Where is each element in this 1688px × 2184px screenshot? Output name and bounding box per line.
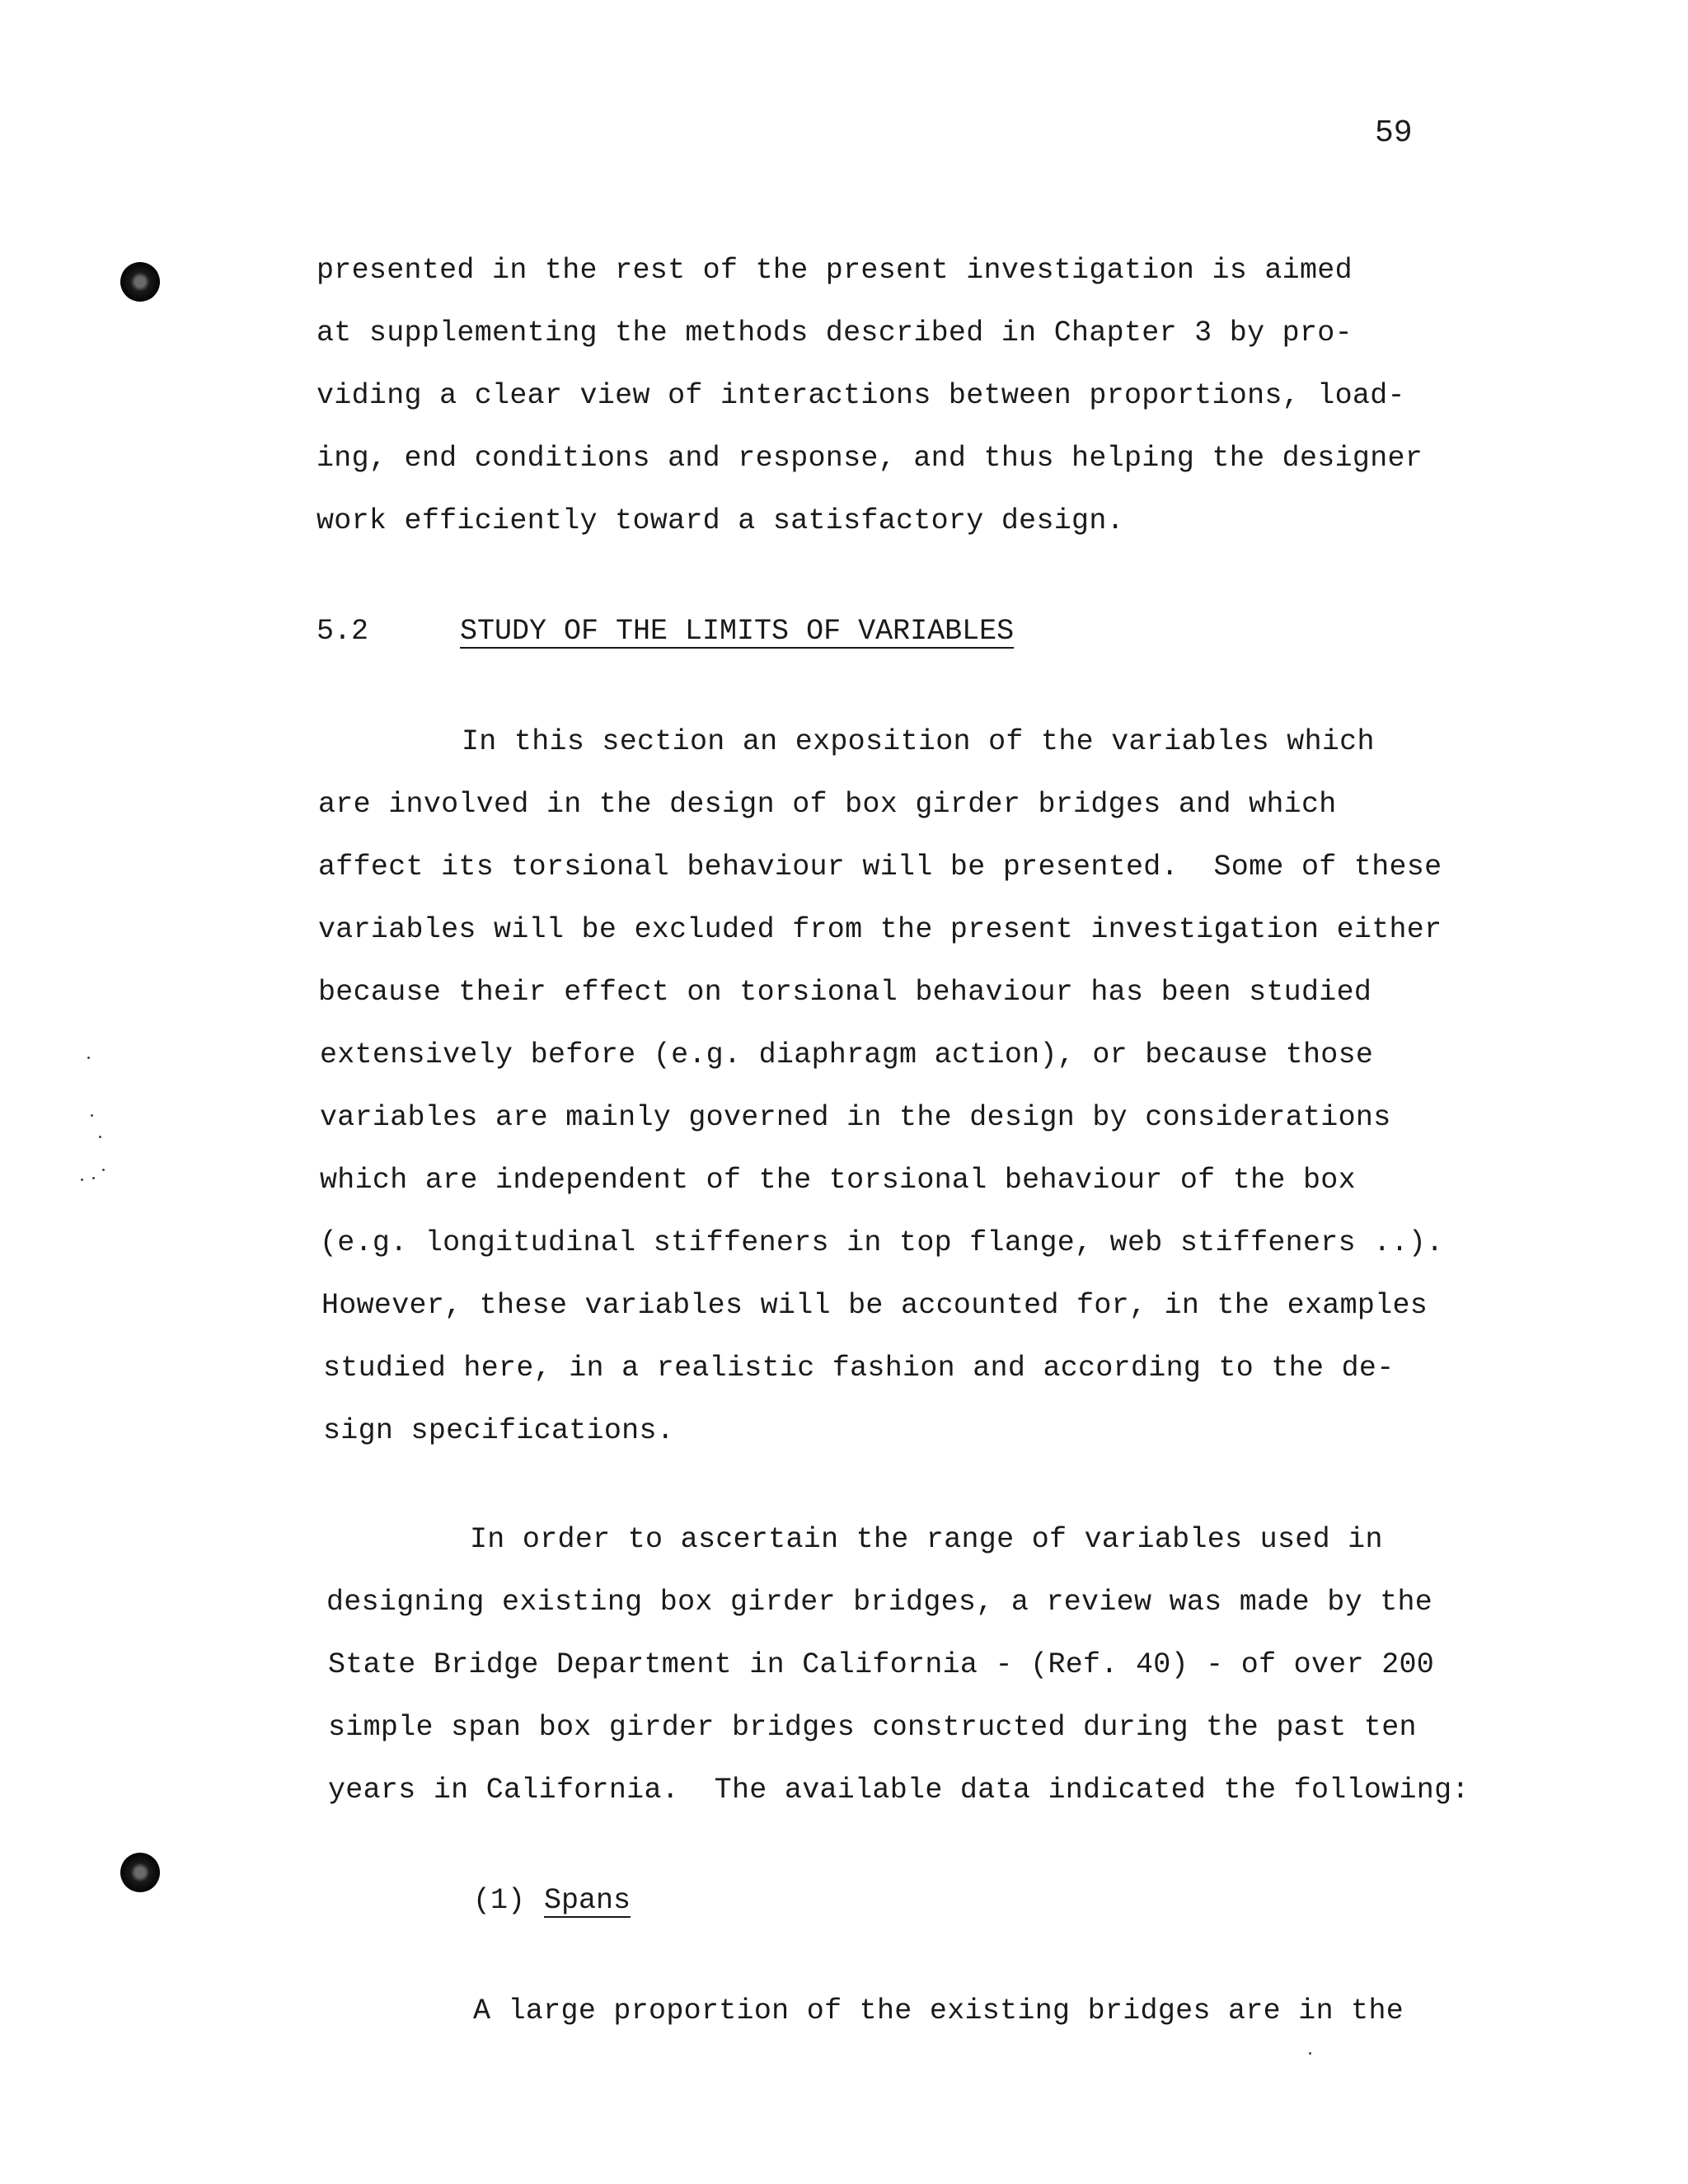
text-line: sign specifications. (323, 1414, 675, 1447)
text-line: variables will be excluded from the present investigation either (318, 913, 1442, 946)
subsection-title: Spans (544, 1884, 631, 1917)
text-line: ing, end conditions and response, and thus helping the designer (316, 442, 1423, 475)
punch-hole-top (120, 262, 160, 302)
text-line: work efficiently toward a satisfactory design. (316, 504, 1124, 537)
text-line: presented in the rest of the present investigation is aimed (316, 254, 1353, 287)
text-line: viding a clear view of interactions between proportions, load- (316, 379, 1405, 412)
section-title: STUDY OF THE LIMITS OF VARIABLES (460, 615, 1015, 648)
page-number: 59 (1375, 115, 1413, 151)
text-line: simple span box girder bridges constructed during the past ten (328, 1711, 1417, 1744)
punch-hole-bottom (120, 1853, 160, 1892)
text-line: affect its torsional behaviour will be presented. Some of these (318, 851, 1442, 883)
text-line: State Bridge Department in California - (Ref. 40) - of over 200 (328, 1648, 1435, 1681)
subsection-number: (1) (473, 1884, 526, 1917)
text-line: at supplementing the methods described in Chapter 3 by pro- (316, 316, 1353, 349)
text-line: are involved in the design of box girder bridges and which (318, 788, 1337, 821)
text-line: variables are mainly governed in the design by considerations (320, 1101, 1391, 1134)
text-line: (e.g. longitudinal stiffeners in top flange, web stiffeners ..). (320, 1226, 1444, 1259)
text-line: However, these variables will be accounted for, in the examples (321, 1289, 1428, 1322)
text-line: studied here, in a realistic fashion and according to the de- (323, 1352, 1395, 1385)
text-line: designing existing box girder bridges, a review was made by the (326, 1586, 1433, 1619)
text-line: because their effect on torsional behaviour has been studied (318, 976, 1372, 1009)
text-line: In order to ascertain the range of variables used in (470, 1523, 1383, 1556)
text-line: extensively before (e.g. diaphragm action), or because those (320, 1038, 1374, 1071)
text-line: years in California. The available data indicated the following: (328, 1774, 1470, 1807)
text-line: A large proportion of the existing bridges are in the (473, 1994, 1404, 2027)
section-number: 5.2 (316, 615, 369, 648)
text-line: which are independent of the torsional behaviour of the box (320, 1164, 1356, 1197)
text-line: In this section an exposition of the variables which (462, 725, 1375, 758)
